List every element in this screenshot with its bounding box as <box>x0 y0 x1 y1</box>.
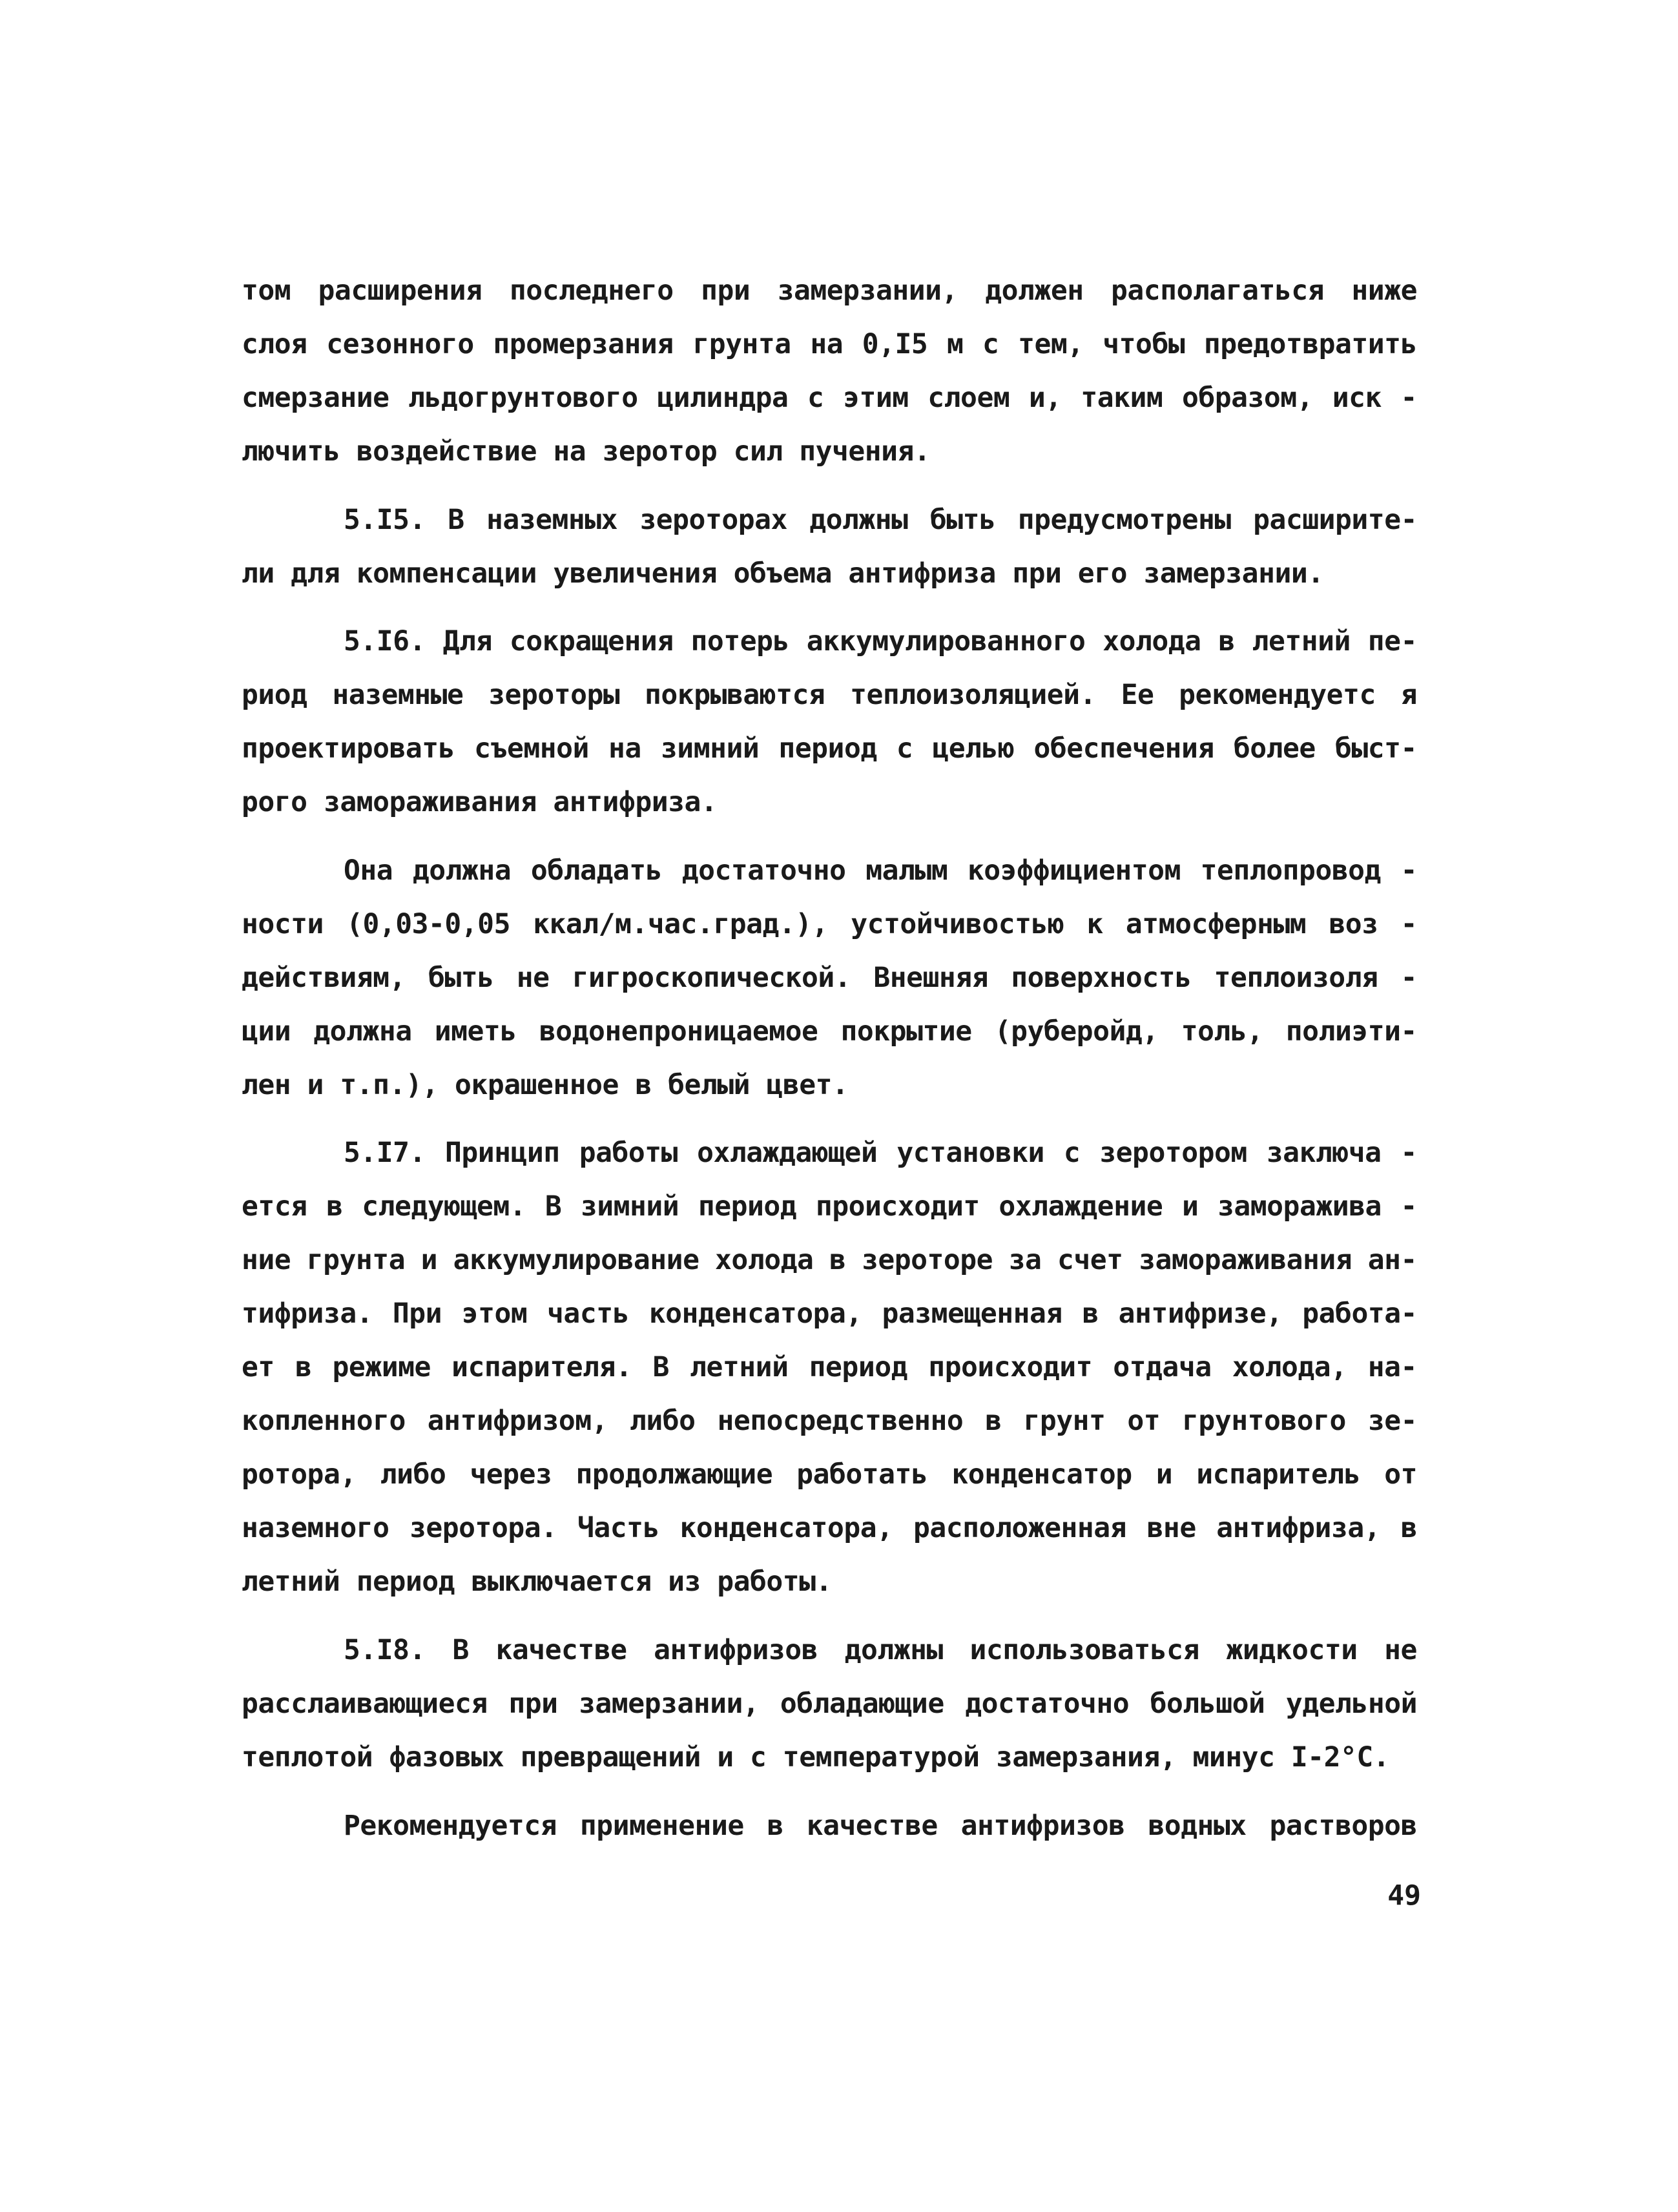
word: слоем <box>927 382 1010 414</box>
word: должна <box>412 854 512 887</box>
word: расширения <box>318 274 482 307</box>
word: работа- <box>1302 1297 1417 1330</box>
word: ние <box>242 1244 291 1276</box>
word: в <box>829 1244 846 1276</box>
word: антифриза, <box>1216 1512 1381 1544</box>
word: Принцип <box>444 1137 560 1169</box>
text-line <box>242 1401 1417 1440</box>
word: последнего <box>509 274 674 307</box>
word: ккал/м.час.град.), <box>533 908 829 940</box>
word: от <box>1127 1405 1161 1437</box>
word: через <box>470 1458 552 1491</box>
word: происходит <box>815 1190 980 1223</box>
word: непосредственно <box>717 1405 964 1437</box>
text-line <box>242 676 1417 714</box>
word: - <box>1400 962 1417 994</box>
word: аккумулирование <box>453 1244 699 1276</box>
word: рекомендуетс <box>1179 679 1376 711</box>
word: грунта <box>692 328 791 360</box>
word: предотвратить <box>1203 328 1417 360</box>
text-line <box>242 1348 1417 1387</box>
word: покрытие <box>840 1015 972 1048</box>
word: и, <box>1028 382 1062 414</box>
text-line <box>242 325 1417 364</box>
word: смерзание <box>242 382 389 414</box>
word: должны <box>844 1634 943 1666</box>
word: в <box>1400 1512 1417 1544</box>
word: грунта <box>306 1244 406 1276</box>
word: устойчивостью <box>851 908 1064 940</box>
word: теплопровод <box>1200 854 1381 887</box>
word: малым <box>865 854 948 887</box>
text-line <box>344 622 1417 661</box>
word: заключа <box>1266 1137 1382 1169</box>
word: за <box>1008 1244 1042 1276</box>
word: от <box>1384 1458 1417 1491</box>
word: и <box>1181 1190 1199 1223</box>
word: гигроскопической. <box>572 962 851 994</box>
word: Для <box>442 625 492 657</box>
word: следующем. <box>362 1190 526 1223</box>
word: качестве <box>495 1634 627 1666</box>
word: в <box>767 1810 783 1842</box>
text-line: ли для компенсации увеличения объема антифриза при его замерзании. <box>242 557 1324 590</box>
word: на <box>810 328 844 360</box>
word: - <box>1400 1137 1417 1169</box>
word: таким <box>1081 382 1163 414</box>
word: либо <box>380 1458 446 1491</box>
word: 5.I7. <box>344 1137 426 1169</box>
text-line <box>242 729 1417 768</box>
word: Часть <box>577 1512 659 1544</box>
word: холода <box>1103 625 1201 657</box>
text-line: теплотой фазовых превращений и с температурой замерзания, минус I-2°С. <box>242 1741 1390 1773</box>
word: на- <box>1367 1351 1417 1383</box>
word: наземные <box>332 679 464 711</box>
word: (0,03-0,05 <box>346 908 510 940</box>
word: холода, <box>1232 1351 1347 1383</box>
word: 0,I5 <box>862 328 928 360</box>
word: быть <box>929 504 996 536</box>
word: потерь <box>690 625 789 657</box>
word: Внешняя <box>873 962 989 994</box>
word: и <box>420 1244 438 1276</box>
word: толь, <box>1181 1015 1263 1048</box>
word: ет <box>242 1351 274 1383</box>
word: - <box>1400 854 1417 887</box>
word: Она <box>344 854 393 887</box>
word: В <box>448 504 464 536</box>
word: отдача <box>1113 1351 1212 1383</box>
word: часть <box>547 1297 629 1330</box>
word: качестве <box>806 1810 938 1842</box>
word: этом <box>461 1297 528 1330</box>
word: холода <box>715 1244 814 1276</box>
word: поверхность <box>1011 962 1192 994</box>
word: расположенная <box>913 1512 1127 1544</box>
text-line <box>344 851 1417 890</box>
text-line <box>242 1187 1417 1226</box>
word: наземного <box>242 1512 389 1544</box>
word: летний <box>690 1351 789 1383</box>
word: теплоизоляцией. <box>850 679 1096 711</box>
text-line: рого замораживания антифриза. <box>242 786 718 818</box>
word: предусмотрены <box>1017 504 1231 536</box>
word: большой <box>1150 1688 1265 1720</box>
word: антифризе, <box>1118 1297 1283 1330</box>
word: при <box>508 1688 558 1720</box>
word: охлаждение <box>999 1190 1163 1223</box>
word: должен <box>985 274 1084 307</box>
word: иск <box>1332 382 1382 414</box>
word: в <box>1218 625 1235 657</box>
word: В <box>544 1190 562 1223</box>
word: водонепроницаемое <box>539 1015 818 1048</box>
word: сезонного <box>326 328 474 360</box>
word: действиям, <box>242 962 406 994</box>
word: конденсатора, <box>648 1297 862 1330</box>
word: антифризом, <box>427 1405 608 1437</box>
word: заморажива <box>1217 1190 1382 1223</box>
word: достаточно <box>681 854 846 887</box>
word: не <box>1384 1634 1417 1666</box>
word: водных <box>1148 1810 1247 1842</box>
word: с <box>896 732 913 765</box>
word: пе- <box>1367 625 1417 657</box>
word: - <box>1400 908 1417 940</box>
word: происходит <box>928 1351 1093 1383</box>
word: промерзания <box>493 328 674 360</box>
word: образом, <box>1181 382 1314 414</box>
word: работать <box>796 1458 928 1491</box>
word: на <box>608 732 641 765</box>
word: ности <box>242 908 324 940</box>
word: ции <box>242 1015 291 1048</box>
word: зимний <box>660 732 760 765</box>
word: с <box>1063 1137 1081 1169</box>
word: При <box>392 1297 442 1330</box>
word: к <box>1086 908 1103 940</box>
text-line <box>242 1012 1417 1051</box>
word: режиме <box>332 1351 431 1383</box>
word: быть <box>428 962 494 994</box>
text-line <box>344 1806 1417 1845</box>
word: удельной <box>1285 1688 1417 1720</box>
word: риод <box>242 679 307 711</box>
word: испаритель <box>1196 1458 1361 1491</box>
word: (руберойд, <box>994 1015 1159 1048</box>
word: копленного <box>242 1405 406 1437</box>
text-line: лен и т.п.), окрашенное в белый цвет. <box>242 1069 849 1101</box>
word: в <box>985 1405 1002 1437</box>
word: слоя <box>242 328 307 360</box>
text-line <box>242 905 1417 944</box>
word: коэффициентом <box>967 854 1181 887</box>
text-line <box>242 1241 1417 1279</box>
word: зеротора. <box>409 1512 557 1544</box>
word: том <box>242 274 291 307</box>
word: вне <box>1146 1512 1196 1544</box>
word: 5.I8. <box>344 1634 426 1666</box>
word: зероторе <box>861 1244 993 1276</box>
word: замораживания <box>1139 1244 1352 1276</box>
text-line <box>242 378 1417 417</box>
word: период <box>698 1190 797 1223</box>
word: работы <box>579 1137 678 1169</box>
text-line <box>344 1133 1417 1172</box>
word: ан- <box>1367 1244 1417 1276</box>
word: конденсатора, <box>679 1512 893 1544</box>
word: иметь <box>434 1015 517 1048</box>
text-line <box>242 1684 1417 1723</box>
word: воз <box>1329 908 1378 940</box>
text-line <box>242 271 1417 310</box>
text-line <box>242 1455 1417 1494</box>
text-line: лючить воздействие на зеротор сил пучения. <box>242 435 931 468</box>
word: чтобы <box>1103 328 1185 360</box>
word: и <box>1155 1458 1173 1491</box>
word: период <box>778 732 877 765</box>
word: сокращения <box>509 625 674 657</box>
text-line <box>242 1509 1417 1547</box>
word: с <box>982 328 999 360</box>
word: быст- <box>1334 732 1417 765</box>
word: расширите- <box>1253 504 1417 536</box>
word: 5.I5. <box>344 504 426 536</box>
word: растворов <box>1269 1810 1417 1842</box>
word: м <box>946 328 964 360</box>
word: грунтового <box>1182 1405 1346 1437</box>
word: либо <box>629 1405 696 1437</box>
word: обладать <box>530 854 662 887</box>
word: размещенная <box>882 1297 1062 1330</box>
text-line <box>344 501 1417 539</box>
word: продолжающие <box>575 1458 773 1491</box>
word: замерзании, <box>777 274 958 307</box>
word: период <box>809 1351 907 1383</box>
word: зимний <box>580 1190 679 1223</box>
text-line: летний период выключается из работы. <box>242 1566 832 1598</box>
word: расслаивающиеся <box>242 1688 488 1720</box>
word: не <box>516 962 550 994</box>
page-number: 49 <box>1387 1879 1421 1912</box>
word: В <box>452 1634 469 1666</box>
word: счет <box>1057 1244 1123 1276</box>
text-line <box>242 1294 1417 1333</box>
word: грунт <box>1023 1405 1106 1437</box>
word: должны <box>809 504 908 536</box>
word: испарителя. <box>451 1351 632 1383</box>
word: конденсатор <box>951 1458 1132 1491</box>
word: тифриза. <box>242 1297 373 1330</box>
word: антифризов <box>654 1634 818 1666</box>
word: - <box>1400 1190 1417 1223</box>
word: Ее <box>1121 679 1154 711</box>
word: аккумулированного <box>806 625 1086 657</box>
word: зероторы <box>488 679 620 711</box>
word: съемной <box>474 732 589 765</box>
word: ниже <box>1351 274 1417 307</box>
word: зеротором <box>1099 1137 1247 1169</box>
word: с <box>807 382 824 414</box>
word: цилиндра <box>657 382 789 414</box>
word: жидкости <box>1226 1634 1358 1666</box>
word: зероторах <box>639 504 787 536</box>
word: должна <box>313 1015 412 1048</box>
text-line <box>242 958 1417 997</box>
word: покрываются <box>645 679 825 711</box>
word: применение <box>579 1810 744 1842</box>
word: целью <box>932 732 1015 765</box>
word: антифризов <box>960 1810 1125 1842</box>
word: летний <box>1252 625 1351 657</box>
word: ется <box>242 1190 307 1223</box>
word: охлаждающей <box>697 1137 878 1169</box>
word: 5.I6. <box>344 625 426 657</box>
word: обеспечения <box>1033 732 1214 765</box>
word: ротора, <box>242 1458 357 1491</box>
word: проектировать <box>242 732 455 765</box>
word: располагаться <box>1111 274 1325 307</box>
word: - <box>1400 382 1417 414</box>
word: в <box>1082 1297 1099 1330</box>
word: зе- <box>1367 1405 1417 1437</box>
word: льдогрунтового <box>408 382 638 414</box>
word: тем, <box>1018 328 1084 360</box>
word: обладающие <box>780 1688 944 1720</box>
word: В <box>652 1351 669 1383</box>
word: Рекомендуется <box>344 1810 557 1842</box>
word: этим <box>843 382 909 414</box>
word: атмосферным <box>1125 908 1307 940</box>
word: теплоизоля <box>1214 962 1378 994</box>
word: полиэти- <box>1285 1015 1417 1048</box>
word: достаточно <box>965 1688 1130 1720</box>
word: в <box>326 1190 343 1223</box>
text-line <box>344 1631 1417 1669</box>
word: при <box>701 274 751 307</box>
word: установки <box>896 1137 1044 1169</box>
word: наземных <box>486 504 618 536</box>
word: более <box>1233 732 1316 765</box>
word: использоваться <box>969 1634 1199 1666</box>
word: замерзании, <box>579 1688 760 1720</box>
word: я <box>1400 679 1417 711</box>
word: в <box>295 1351 312 1383</box>
